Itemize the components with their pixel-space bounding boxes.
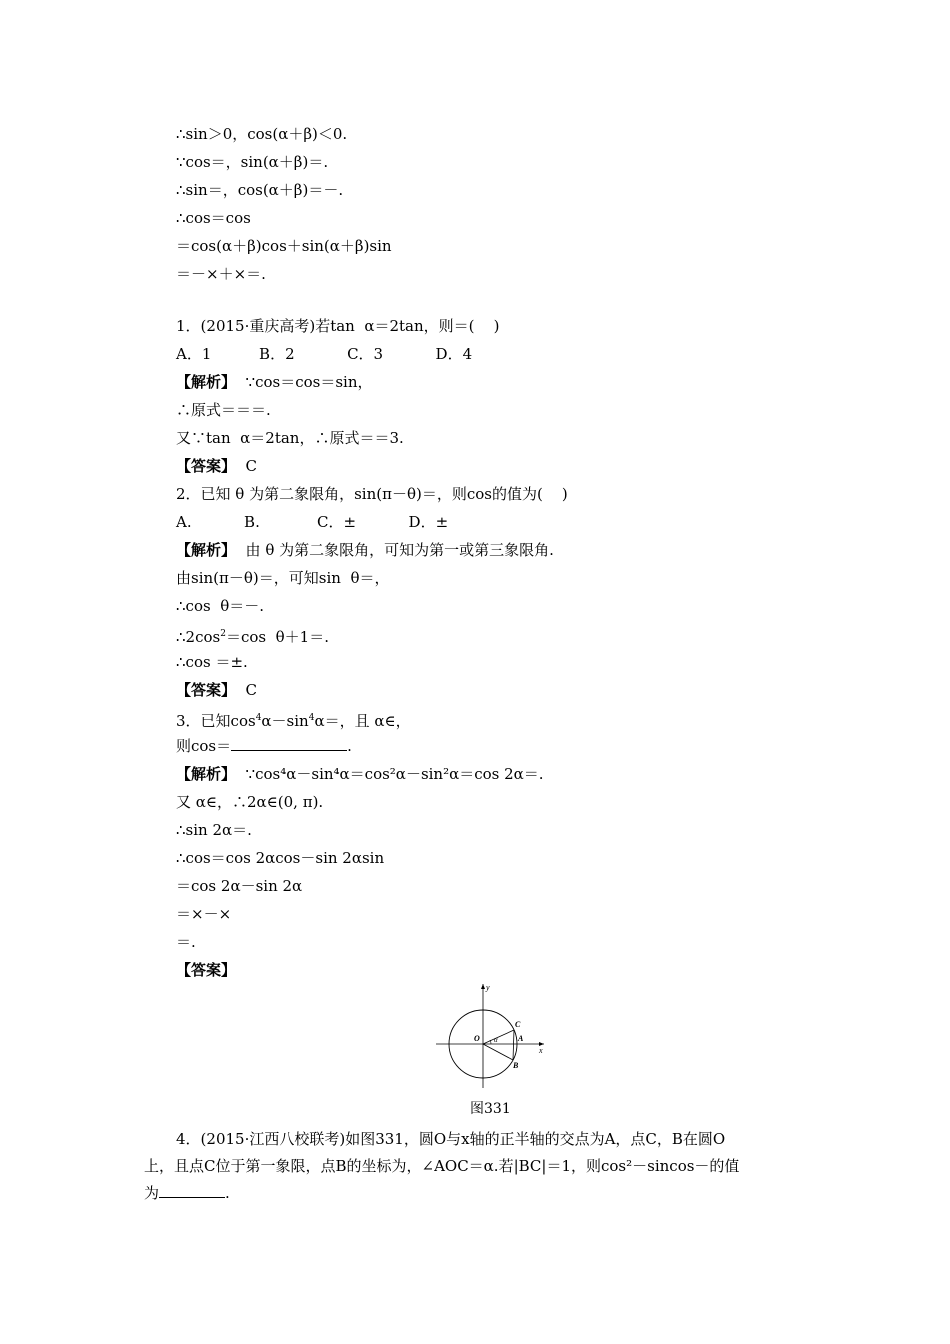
q2-stem: 2．已知 θ 为第二象限角，sin(π－θ)＝，则cos的值为( ) [176,485,568,503]
q2-answer: C [236,681,258,699]
q3-answer-line [176,960,236,980]
q3-analysis-line-7: ＝. [176,933,196,951]
segment-cb [513,1030,514,1060]
q1-answer: C [236,457,258,475]
q1-analysis-line-2: ∴原式＝＝＝. [176,401,271,419]
q2-analysis-line-2: 由sin(π－θ)＝，可知sin θ＝， [176,569,390,587]
analysis-label: 【解析】 [176,541,237,559]
answer-blank[interactable] [159,1183,225,1198]
q2-analysis-4sup: 2 [220,629,226,639]
q4-text-3-end: . [225,1184,230,1202]
q3-stem-b: α－sin [261,712,309,730]
q4-line-2: 上，且点C位于第一象限，点B的坐标为，∠AOC＝α.若|BC|＝1，则cos²－sincos－的值 [144,1157,740,1175]
q3-analysis-line-3: ∴sin 2α＝. [176,821,252,839]
q2-analysis-line-1 [176,540,554,560]
figure-caption: 图331 [470,1101,511,1117]
unit-circle-figure [432,980,552,1092]
q4-line-1 [144,1126,816,1153]
q3-analysis-line-5: ＝cos 2α－sin 2α [176,877,303,895]
q2-analysis-text-1: 由 θ 为第二象限角，可知为第一或第三象限角. [236,541,554,559]
q3-analysis-line-4: ∴cos＝cos 2αcos－sin 2αsin [176,849,385,867]
q1-stem: 1．(2015·重庆高考)若tan α＝2tan，则＝( ) [176,317,500,335]
y-label: y [486,983,490,992]
segment-oc [483,1030,514,1044]
q3-stem-c: α＝，且 α∈， [314,712,411,730]
q2-analysis-4b: ＝cos θ＋1＝. [225,628,329,646]
derivation-line-2: ∵cos＝，sin(α＋β)＝. [176,153,329,171]
q3-stem-line-2 [176,736,352,756]
q2-analysis-4a: ∴2cos [176,628,221,646]
q3-analysis-text-1: ∵cos⁴α－sin⁴α＝cos²α－sin²α＝cos 2α＝. [236,765,544,783]
b-label: B [513,1061,519,1070]
answer-label: 【答案】 [176,961,237,979]
analysis-label: 【解析】 [176,373,237,391]
derivation-line-3: ∴sin＝，cos(α＋β)＝－. [176,181,344,199]
q3-analysis-line-1 [176,764,544,784]
x-label: x [539,1046,543,1055]
derivation-line-1: ∴sin＞0，cos(α＋β)＜0. [176,125,348,143]
segment-ob [483,1044,513,1060]
y-axis-arrow [481,984,485,989]
q1-answer-line [176,456,257,476]
q2-answer-line [176,680,257,700]
derivation-line-6: ＝－×＋×＝. [176,265,266,283]
q3-stem-a: 3．已知cos [176,712,256,730]
q1-analysis-line-1 [176,372,373,392]
derivation-line-4: ∴cos＝cos [176,209,251,227]
q4-line-3 [144,1180,816,1207]
q3-stem2-end: . [347,737,352,755]
q3-analysis-line-6: ＝×－× [176,905,232,923]
q3-stem2: 则cos＝ [176,737,232,755]
answer-blank[interactable] [231,736,347,751]
alpha-label: α [494,1036,498,1044]
q2-options: A. B. C．± D．± [176,513,449,531]
answer-label: 【答案】 [176,681,237,699]
derivation-line-5: ＝cos(α＋β)cos＋sin(α＋β)sin [176,237,392,255]
q1-options: A．1 B．2 C．3 D．4 [176,345,473,363]
q2-analysis-line-5: ∴cos ＝±. [176,653,248,671]
q3-stem-sup2: 4 [308,713,315,723]
c-label: C [515,1020,521,1029]
q1-analysis-text-1: ∵cos＝cos＝sin， [236,373,373,391]
q1-analysis-line-3: 又∵tan α＝2tan，∴原式＝＝3. [176,429,404,447]
q3-analysis-line-2: 又 α∈，∴2α∈(0, π). [176,793,324,811]
q4-paragraph [144,1126,816,1207]
answer-label: 【答案】 [176,457,237,475]
o-label: O [474,1034,480,1043]
q2-analysis-line-4 [176,624,329,647]
q3-stem-sup1: 4 [255,713,262,723]
analysis-label: 【解析】 [176,765,237,783]
a-label: A [518,1034,524,1043]
q3-stem [176,708,411,731]
q4-text-1: 4．(2015·江西八校联考)如图331，圆O与x轴的正半轴的交点为A，点C，B在圆O [176,1130,726,1148]
q4-text-3: 为 [144,1184,160,1202]
q2-analysis-line-3: ∴cos θ＝－. [176,597,265,615]
